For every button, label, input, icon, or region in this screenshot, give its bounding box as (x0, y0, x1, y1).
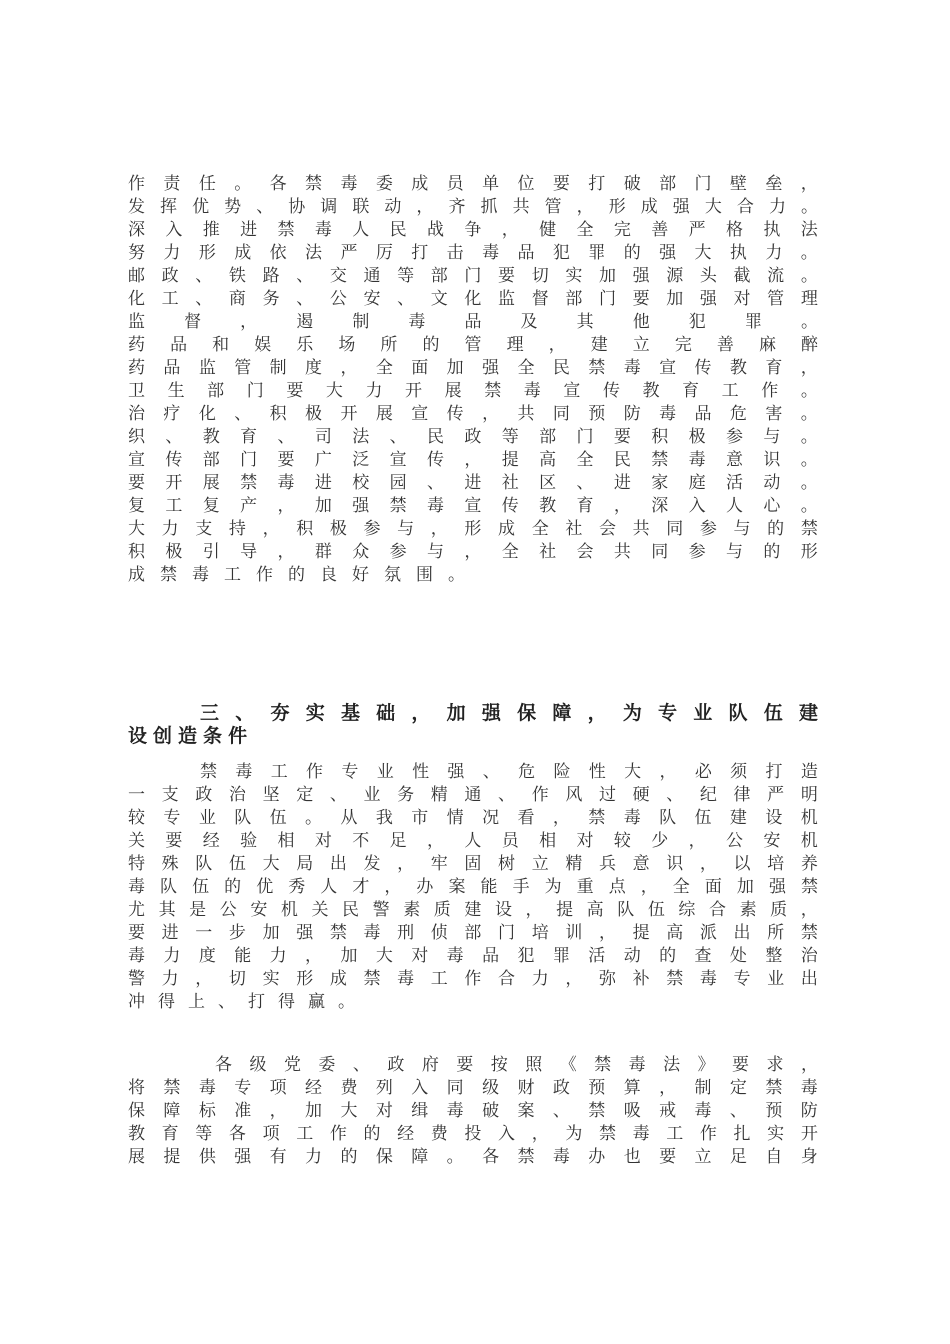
paragraph-line: 作 责 任 。 各 禁 毒 委 成 员 单 位 要 打 破 部 门 壁 垒 ， (128, 174, 818, 194)
paragraph-line: 将 禁 毒 专 项 经 费 列 入 同 级 财 政 预 算 ， 制 定 禁 毒 (128, 1078, 818, 1098)
paragraph-line: 治 疗 化 、 积 极 开 展 宣 传 ， 共 同 预 防 毒 品 危 害 。 (128, 404, 818, 424)
paragraph-line: 一 支 政 治 坚 定 、 业 务 精 通 、 作 风 过 硬 、 纪 律 严 明 (128, 785, 818, 805)
paragraph-line: 要 开 展 禁 毒 进 校 园 、 进 社 区 、 进 家 庭 活 动 。 (128, 473, 818, 493)
paragraph-line: 冲 得 上 、 打 得 赢 。 (128, 992, 355, 1012)
paragraph-line: 警 力 ， 切 实 形 成 禁 毒 工 作 合 力 ， 弥 补 禁 毒 专 业 出 (128, 969, 818, 989)
section-heading: 设 创 造 条 件 (128, 725, 248, 747)
paragraph-line: 禁 毒 工 作 专 业 性 强 、 危 险 性 大 ， 必 须 打 造 (200, 762, 818, 782)
paragraph-line: 邮 政 、 铁 路 、 交 通 等 部 门 要 切 实 加 强 源 头 截 流 。 (128, 266, 818, 286)
paragraph-line: 大 力 支 持 ， 积 极 参 与 ， 形 成 全 社 会 共 同 参 与 的 禁 (128, 519, 818, 539)
section-heading: 三 、 夯 实 基 础 ， 加 强 保 障 ， 为 专 业 队 伍 建 (200, 702, 818, 724)
paragraph-line: 各 级 党 委 、 政 府 要 按 照 《 禁 毒 法 》 要 求 ， (215, 1055, 818, 1075)
paragraph-line: 药 品 监 管 制 度 ， 全 面 加 强 全 民 禁 毒 宣 传 教 育 ， (128, 358, 818, 378)
paragraph-line: 织 、 教 育 、 司 法 、 民 政 等 部 门 要 积 极 参 与 。 (128, 427, 818, 447)
paragraph-line: 尤 其 是 公 安 机 关 民 警 素 质 建 设 ， 提 高 队 伍 综 合 素 质 ， (128, 900, 818, 920)
paragraph-line: 药 品 和 娱 乐 场 所 的 管 理 ， 建 立 完 善 麻 醉 (128, 335, 818, 355)
paragraph-line: 成 禁 毒 工 作 的 良 好 氛 围 。 (128, 565, 465, 585)
paragraph-line: 要 进 一 步 加 强 禁 毒 刑 侦 部 门 培 训 ， 提 高 派 出 所 禁 (128, 923, 818, 943)
paragraph-line: 复 工 复 产 ， 加 强 禁 毒 宣 传 教 育 ， 深 入 人 心 。 (128, 496, 818, 516)
paragraph-line: 毒 队 伍 的 优 秀 人 才 ， 办 案 能 手 为 重 点 ， 全 面 加 强 禁 (128, 877, 818, 897)
paragraph-line: 关 要 经 验 相 对 不 足 ， 人 员 相 对 较 少 ， 公 安 机 (128, 831, 818, 851)
paragraph-line: 监 督 ， 遏 制 毒 品 及 其 他 犯 罪 。 (128, 312, 818, 332)
paragraph-line: 发 挥 优 势 、 协 调 联 动 ， 齐 抓 共 管 ， 形 成 强 大 合 力 。 (128, 197, 818, 217)
paragraph-line: 宣 传 部 门 要 广 泛 宣 传 ， 提 高 全 民 禁 毒 意 识 。 (128, 450, 818, 470)
paragraph-line: 教 育 等 各 项 工 作 的 经 费 投 入 ， 为 禁 毒 工 作 扎 实 开 (128, 1124, 818, 1144)
paragraph-line: 努 力 形 成 依 法 严 厉 打 击 毒 品 犯 罪 的 强 大 执 力 。 (128, 243, 818, 263)
paragraph-line: 毒 力 度 能 力 ， 加 大 对 毒 品 犯 罪 活 动 的 查 处 整 治 (128, 946, 818, 966)
paragraph-line: 特 殊 队 伍 大 局 出 发 ， 牢 固 树 立 精 兵 意 识 ， 以 培 养 (128, 854, 818, 874)
paragraph-line: 展 提 供 强 有 力 的 保 障 。 各 禁 毒 办 也 要 立 足 自 身 (128, 1147, 818, 1167)
paragraph-line: 卫 生 部 门 要 大 力 开 展 禁 毒 宣 传 教 育 工 作 。 (128, 381, 818, 401)
paragraph-line: 深 入 推 进 禁 毒 人 民 战 争 ， 健 全 完 善 严 格 执 法 (128, 220, 818, 240)
paragraph-line: 较 专 业 队 伍 。 从 我 市 情 况 看 ， 禁 毒 队 伍 建 设 机 (128, 808, 818, 828)
paragraph-line: 积 极 引 导 ， 群 众 参 与 ， 全 社 会 共 同 参 与 的 形 (128, 542, 818, 562)
paragraph-line: 化 工 、 商 务 、 公 安 、 文 化 监 督 部 门 要 加 强 对 管 理 (128, 289, 818, 309)
paragraph-line: 保 障 标 准 ， 加 大 对 缉 毒 破 案 、 禁 吸 戒 毒 、 预 防 (128, 1101, 818, 1121)
